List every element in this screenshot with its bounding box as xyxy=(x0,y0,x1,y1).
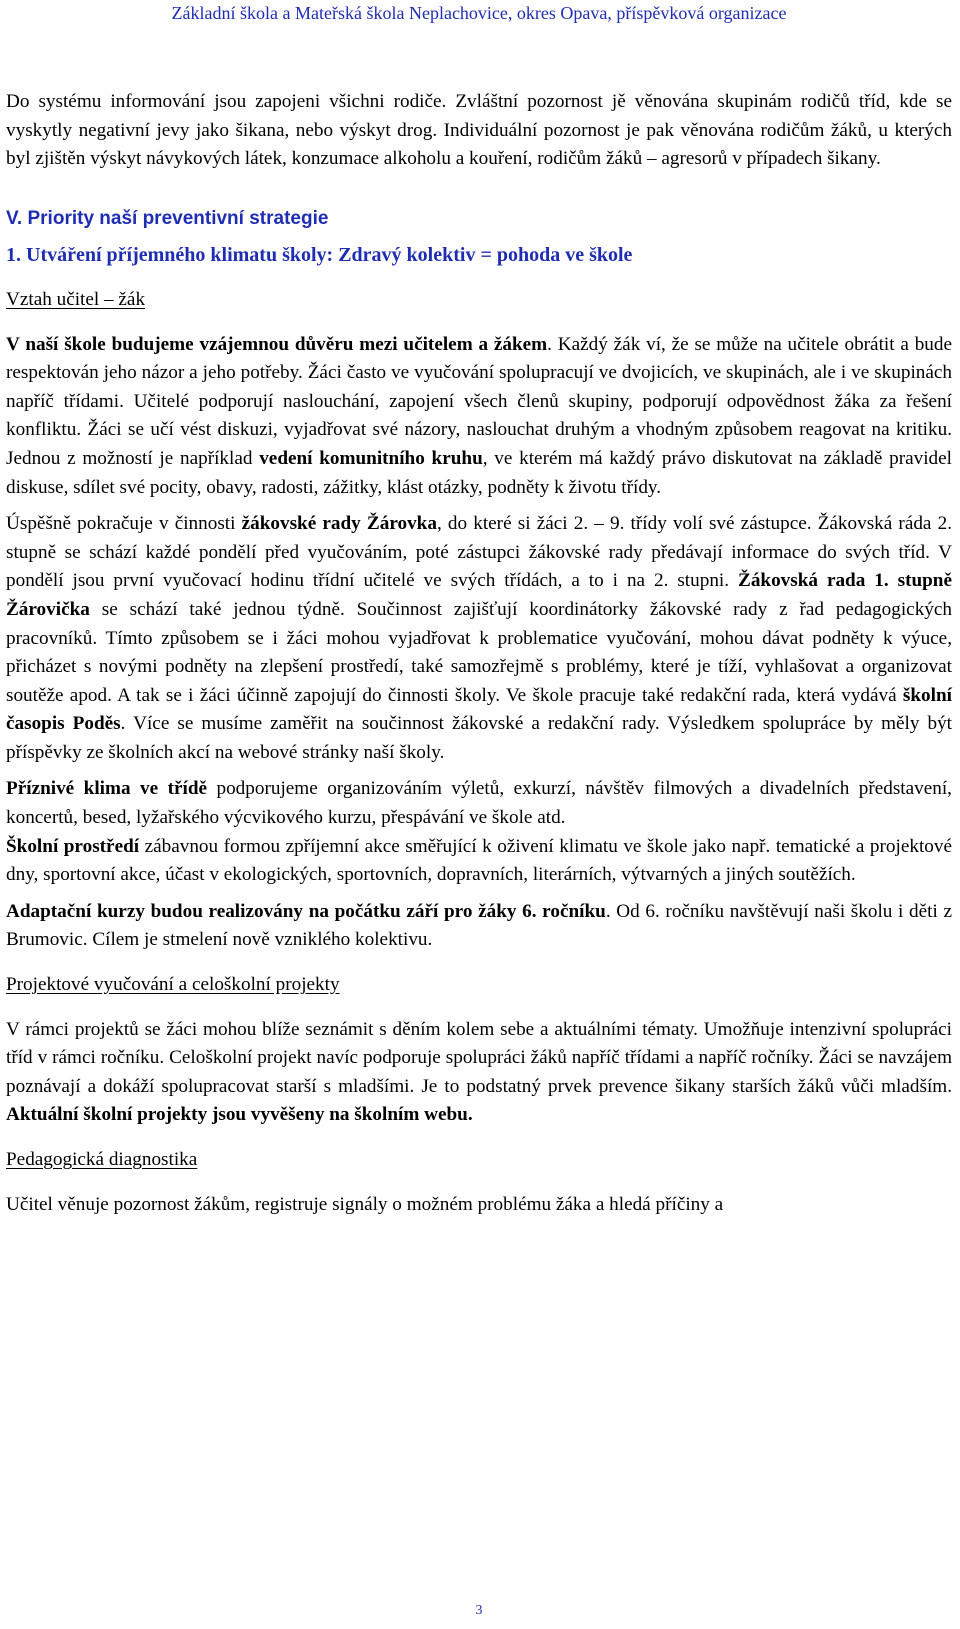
paragraph-trust: V naší škole budujeme vzájemnou důvěru mezi učitelem a žákem. Každý žák ví, že se může na učitele obrátit a bude respektován jeho názor a jeho potřeby. Žáci často ve vyučování spolupracují ve dvojicích, ve skupinách, ale i ve skupinách napříč třídami. Učitelé podporují naslouchání, zapojení všech členů skupiny, podporují odpovědnost žáka za řešení konfliktu. Žáci se učí vést diskuzi, vyjadřovat své názory, naslouchat druhým a vhodným způsobem reagovat na kritiku. Jednou z možností je například vedení komunitního kruhu, ve kterém má každý právo diskutovat na základě pravidel diskuse, sdílet své pocity, obavy, radosti, zážitky, klást otázky, podněty k životu třídy. xyxy=(6,333,953,498)
topic-title-diagnostics: Pedagogická diagnostika xyxy=(6,1149,198,1170)
topic-title-teacher-pupil: Vztah učitel – žák xyxy=(6,288,146,310)
paragraph-class-climate: Příznivé klima ve třídě podporujeme organizováním výletů, exkurzí, návštěv filmových a divadelních představení, koncertů, besed, lyžařského výcvikového kurzu, přespávání ve škole atd. xyxy=(6,778,952,829)
paragraph-school-environment: Školní prostředí zábavnou formou zpříjemní akce směřující k oživení klimatu ve škole jako např. tematické a projektové dny, sportovní akce, účast v ekologických, sportovních, dopravních, literárních, výtvarných a jiných soutěžích. xyxy=(6,835,952,886)
bold-term: žákovské rady Žárovka xyxy=(241,513,437,535)
paragraph-adaptation-courses: Adaptační kurzy budou realizovány na počátku září pro žáky 6. ročníku. Od 6. ročníku navštěvují naši školu i děti z Brumovic. Cílem je stmelení nově vzniklého kolektivu. xyxy=(6,900,952,951)
section-subheading: 1. Utváření příjemného klimatu školy: Zdravý kolektiv = pohoda ve škole xyxy=(6,244,633,267)
bold-term: Příznivé klima ve třídě xyxy=(6,778,208,800)
page-number: 3 xyxy=(475,1603,483,1618)
document-page xyxy=(6,0,952,1629)
bold-term: Adaptační kurzy budou realizovány na počátku září pro žáky 6. ročníku xyxy=(6,900,606,922)
bold-term: vedení komunitního kruhu xyxy=(259,447,483,469)
document-body xyxy=(6,88,952,1219)
bold-term: Aktuální školní projekty jsou vyvěšeny na školním webu. xyxy=(6,1104,473,1126)
paragraph-diagnostics: Učitel věnuje pozornost žákům, registruje signály o možném problému žáka a hledá příčiny a xyxy=(6,1193,724,1215)
bold-term: Žákovská rada 1. stupně Žárovička xyxy=(6,570,952,620)
paragraph-student-council: Úspěšně pokračuje v činnosti žákovské rady Žárovka, do které si žáci 2. – 9. třídy volí své zástupce. Žákovská ráda 2. stupně se schází každé pondělí před vyučováním, poté zástupci žákovské rady předávají informace do svých tříd. V pondělí jsou první vyučovací hodinu třídní učitelé ve svých třídách, a to i na 2. stupni. Žákovská rada 1. stupně Žárovička se schází také jednou týdně. Součinnost zajišťují koordinátorky žákovské rady z řad pedagogických pracovníků. Tímto způsobem se i žáci mohou vyjadřovat k problematice vyučování, mohou dávat podněty k výuce, přicházet s novými podněty na zlepšení prostředí, také samozřejmě s problémy, které je tíží, vyhlašovat a organizovat soutěže apod. A tak se i žáci účinně zapojují do činnosti školy. Ve škole pracuje také redakční rada, která vydává školní časopis Poděs. Více se musíme zaměřit na součinnost žákovské a redakční rady. Výsledkem spolupráce by měly být příspěvky ze školních akcí na webové stránky naší školy. xyxy=(6,513,952,763)
section-heading: V. Priority naší preventivní strategie xyxy=(6,207,329,229)
bold-lead: V naší škole budujeme vzájemnou důvěru mezi učitelem a žákem xyxy=(6,333,548,355)
intro-paragraph: Do systému informování jsou zapojeni všichni rodiče. Zvláštní pozornost jě věnována skupinám rodičů tříd, kde se vyskytly negativní jevy jako šikana, nebo výskyt drog. Individuální pozornost je pak věnována rodičům žáků, u kterých byl zjištěn výskyt návykových látek, konzumace alkoholu a kouření, rodičům žáků – agresorů v případech šikany. xyxy=(6,91,952,170)
running-header: Základní škola a Mateřská škola Neplachovice, okres Opava, příspěvková organizace xyxy=(171,3,787,23)
bold-term: Školní prostředí xyxy=(6,835,140,857)
topic-title-projects: Projektové vyučování a celoškolní projekty xyxy=(6,974,340,996)
paragraph-projects: V rámci projektů se žáci mohou blíže seznámit s děním kolem sebe a aktuálními tématy. Umožňuje intenzivní spolupráci tříd v rámci ročníku. Celoškolní projekt navíc podporuje spolupráci žáků napříč třídami a napříč ročníky. Žáci se navzájem poznávají a dokáží spolupracovat starší s mladšími. Je to podstatný prvek prevence šikany starších žáků vůči mladším. Aktuální školní projekty jsou vyvěšeny na školním webu. xyxy=(6,1018,952,1126)
bold-term: školní časopis Poděs xyxy=(6,684,952,735)
